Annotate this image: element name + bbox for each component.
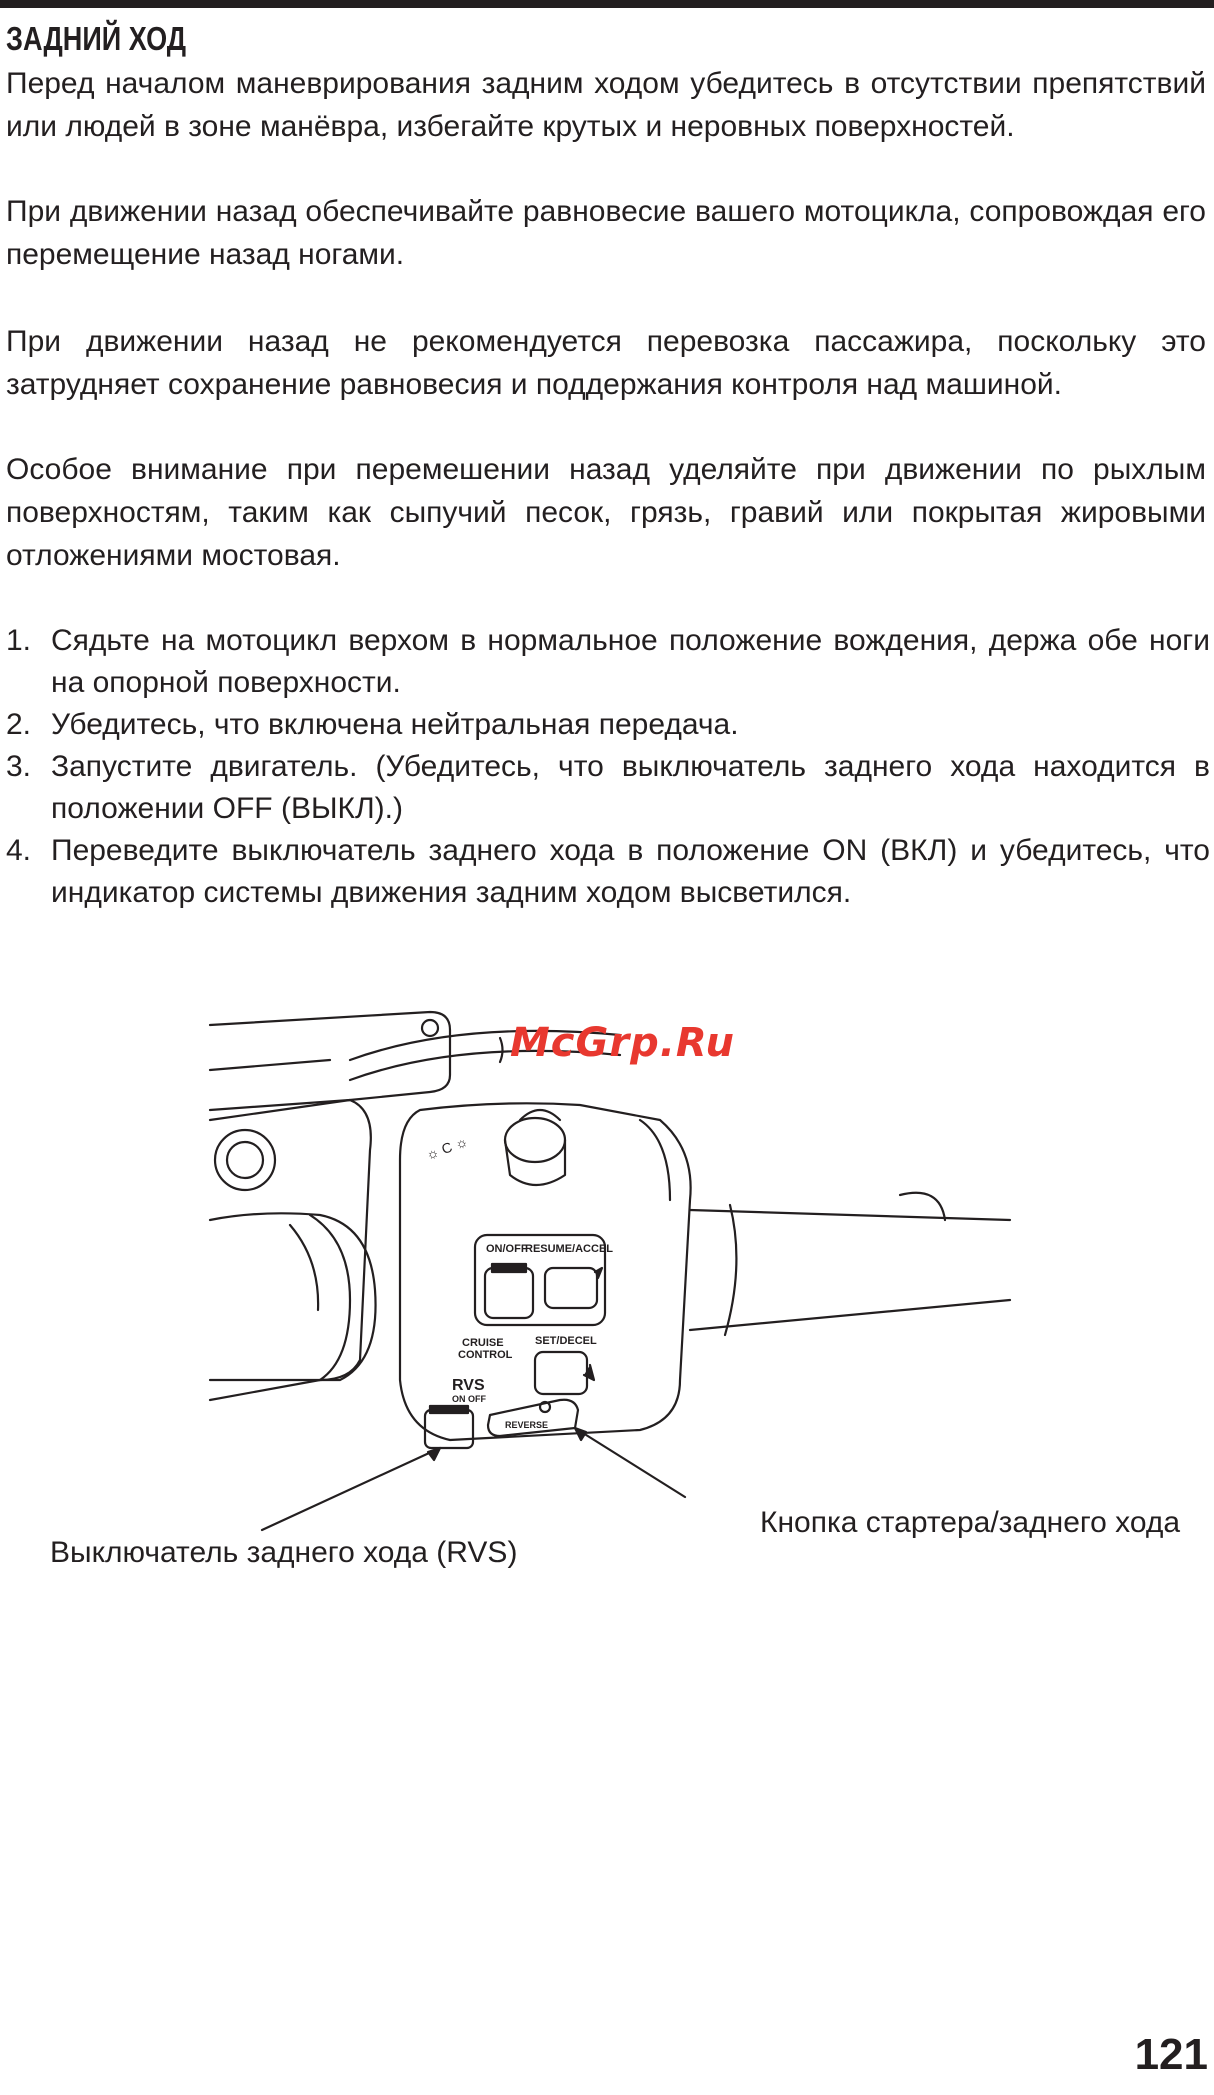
- step-item: [6, 704, 1210, 746]
- rvs-switch: [425, 1410, 473, 1448]
- label-reverse: REVERSE: [505, 1420, 549, 1430]
- handlebar-tube: [690, 1210, 1010, 1220]
- step-number: 2.: [6, 708, 32, 741]
- reverse-button: [488, 1400, 578, 1436]
- label-cruise: CRUISE: [462, 1337, 504, 1349]
- paragraph-3: При движении назад не рекомендуется перевозка пассажира, поскольку это затрудняет сохранение равновесия и поддержания контроля над машиной.: [6, 325, 1206, 401]
- svg-text:☼ C ☼: ☼ C ☼: [423, 1132, 470, 1163]
- step-item: [6, 830, 1210, 914]
- step-text: Сядьте на мотоцикл верхом в нормальное положение вождения, держа обе ноги на опорной поверхности.: [51, 624, 1210, 699]
- paragraph-4: Особое внимание при перемешении назад уделяйте при движении по рыхлым поверхностям, таким как сыпучий песок, грязь, гравий или покрытая жировыми отложениями мостовая.: [6, 453, 1206, 572]
- step-number: 3.: [6, 750, 32, 783]
- step-text: Убедитесь, что включена нейтральная передача.: [51, 708, 739, 741]
- step-item: [6, 746, 1210, 830]
- caption-starter-reverse-button: Кнопка стартера/заднего хода: [760, 1506, 1181, 1539]
- on-off-button: [485, 1268, 533, 1318]
- set-decel-button: [535, 1352, 587, 1394]
- label-resume-accel: RESUME/ACCEL: [525, 1243, 614, 1255]
- step-number: 1.: [6, 624, 32, 657]
- resume-accel-button: [545, 1268, 597, 1308]
- top-rule: [0, 0, 1214, 8]
- label-on-off: ON/OFF: [486, 1243, 528, 1255]
- watermark: McGrp.Ru: [510, 1020, 735, 1066]
- step-text: Запустите двигатель. (Убедитесь, что выключатель заднего хода находится в положении OFF (ВЫКЛ).): [51, 750, 1210, 825]
- paragraph-2: При движении назад обеспечивайте равновесие вашего мотоцикла, сопровождая его перемещение назад ногами.: [6, 195, 1206, 271]
- steps-list: [6, 620, 1210, 914]
- page-number: 121: [1134, 2030, 1208, 2079]
- label-control: CONTROL: [458, 1349, 513, 1361]
- paragraph-1: Перед началом маневрирования задним ходом убедитесь в отсутствии препятствий или людей в зоне манёвра, избегайте крутых и неровных поверхностей.: [6, 67, 1206, 143]
- caption-rvs-switch: Выключатель заднего хода (RVS): [50, 1536, 518, 1569]
- label-rvs: RVS: [452, 1377, 485, 1394]
- callout-line-left: [262, 1448, 440, 1530]
- callout-line-right: [575, 1428, 685, 1497]
- label-rvs-on-off: ON OFF: [452, 1394, 486, 1404]
- label-set-decel: SET/DECEL: [535, 1335, 597, 1347]
- handlebar-switch-illustration: [200, 1000, 1020, 1560]
- step-item: [6, 620, 1210, 704]
- step-text: Переведите выключатель заднего хода в положение ON (ВКЛ) и убедитесь, что индикатор системы движения задним ходом высветился.: [51, 834, 1210, 909]
- section-heading: ЗАДНИЙ ХОД: [6, 20, 187, 57]
- step-number: 4.: [6, 834, 32, 867]
- selector-knob: [505, 1110, 565, 1185]
